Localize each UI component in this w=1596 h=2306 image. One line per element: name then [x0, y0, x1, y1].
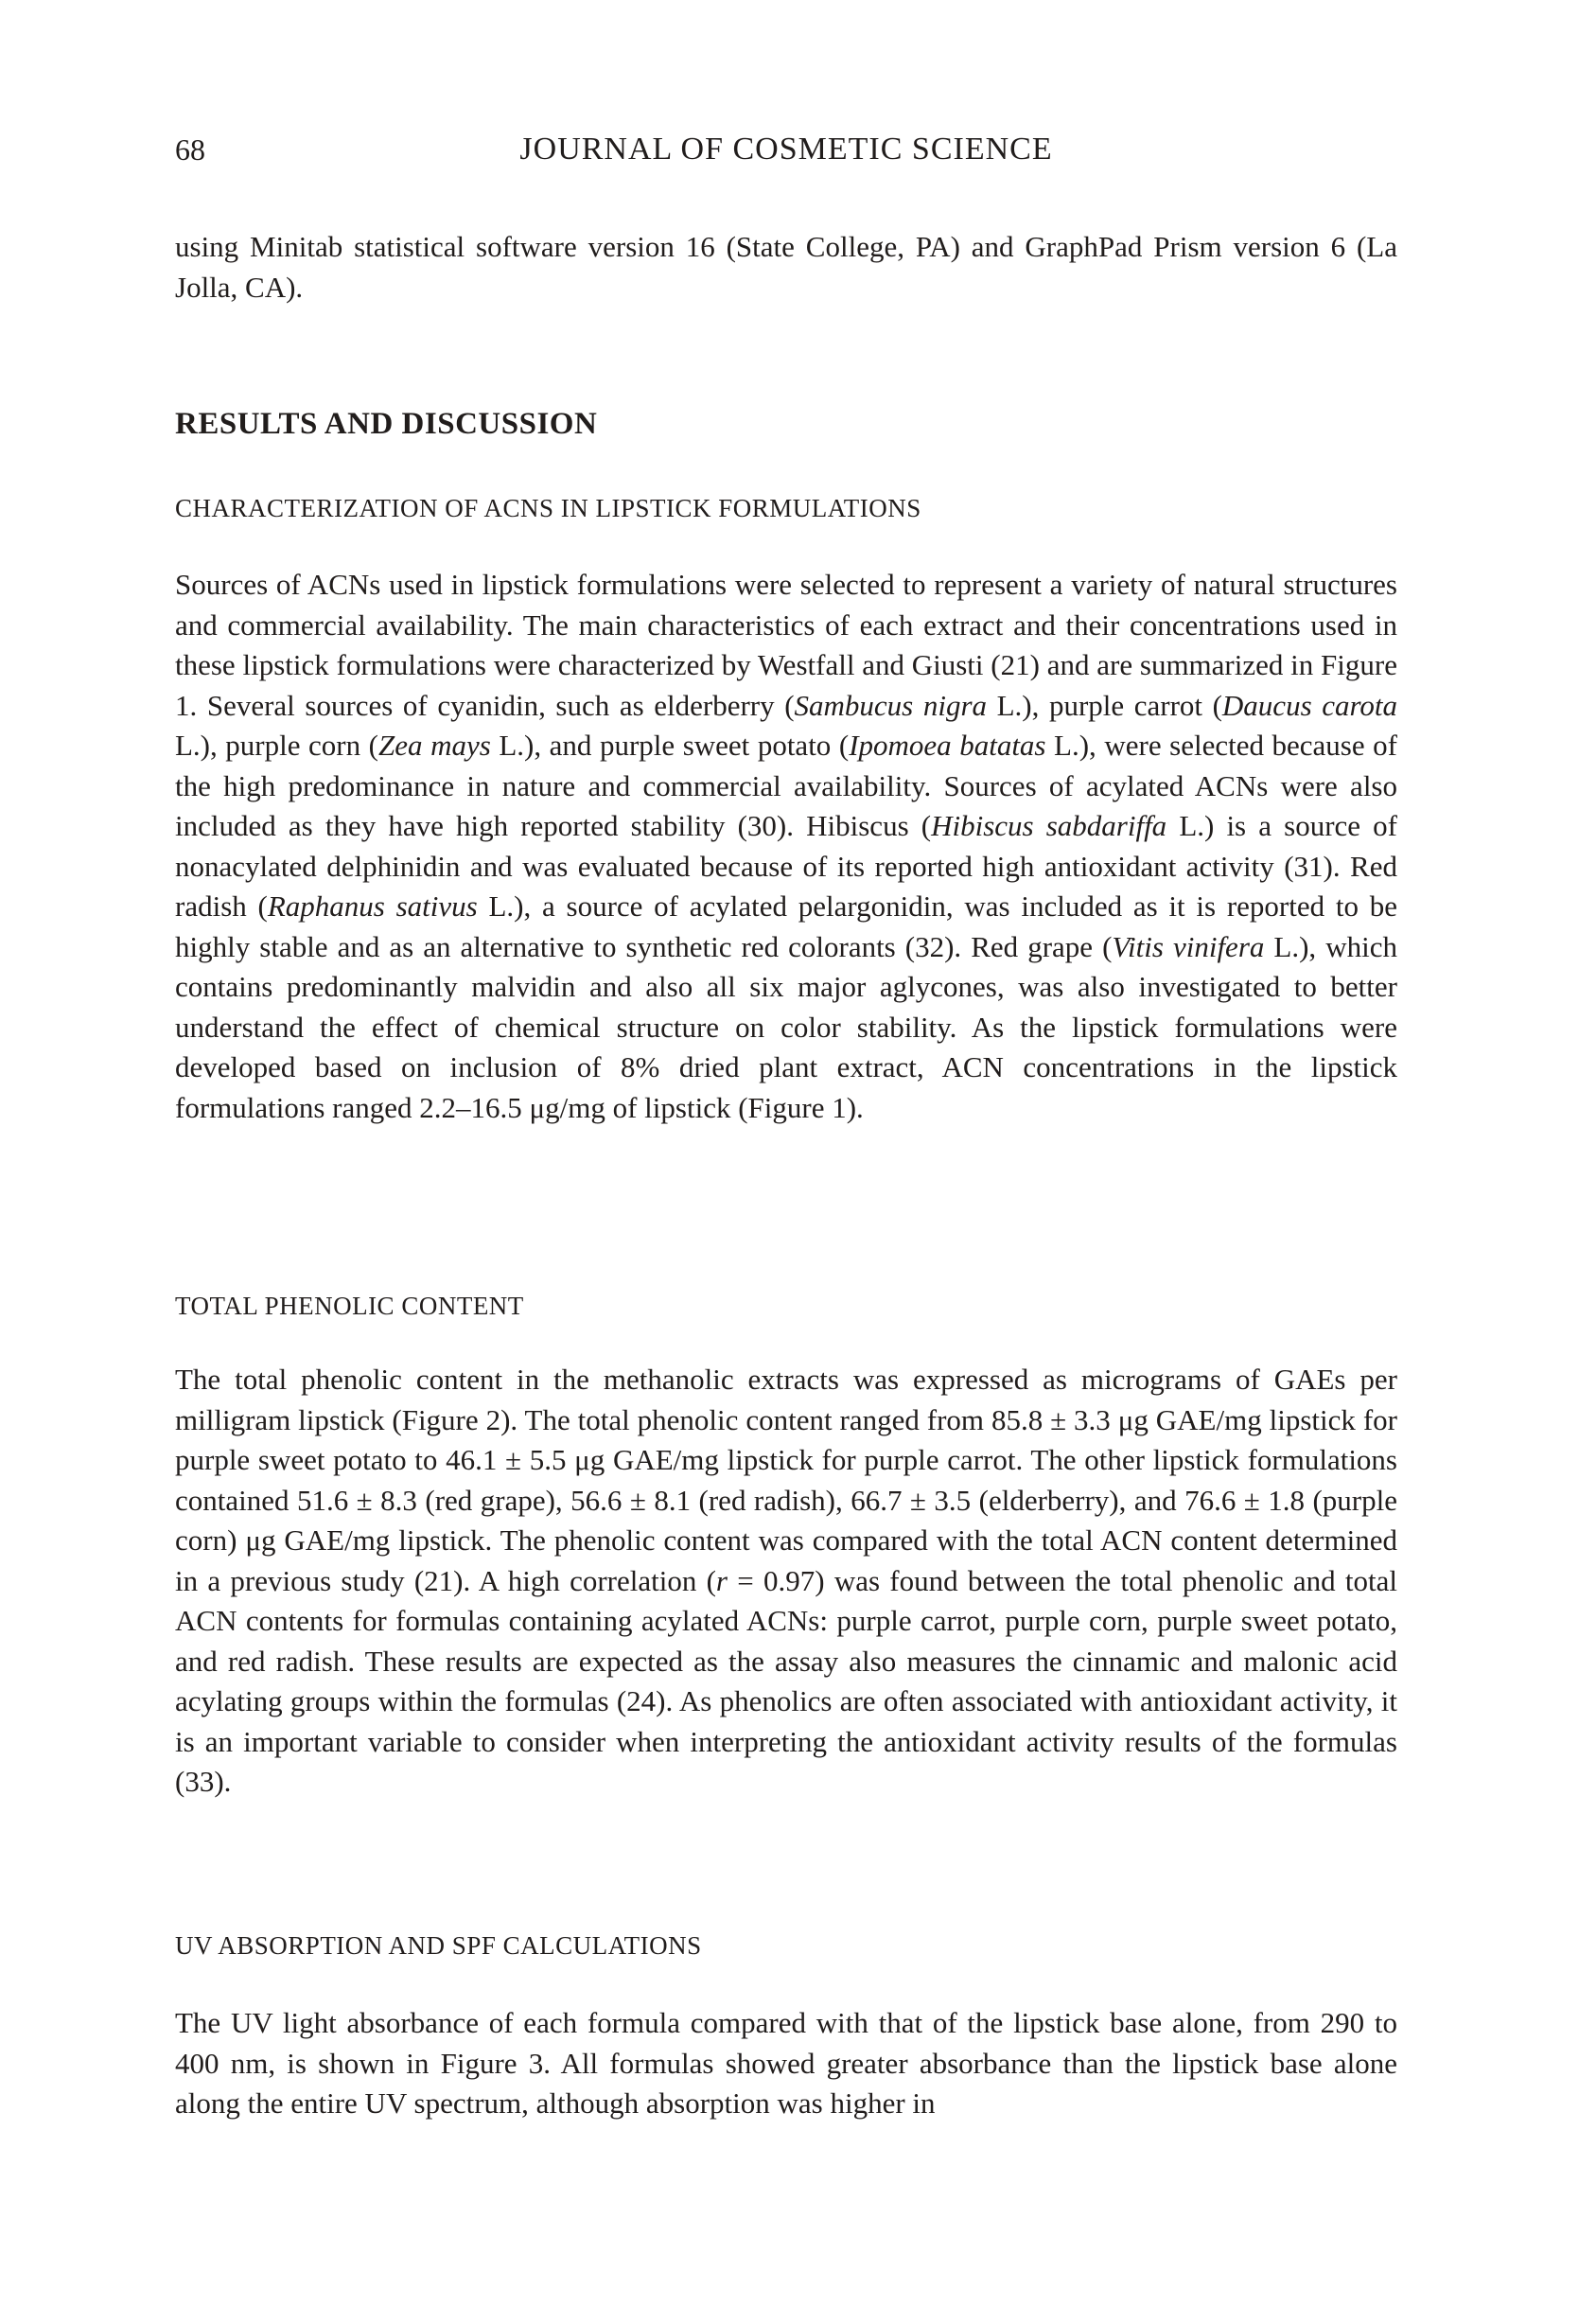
intro-paragraph: using Minitab statistical software version 16 (State College, PA) and GraphPad Prism version 6 (La Jolla, CA). [175, 230, 1397, 304]
journal-title: JOURNAL OF COSMETIC SCIENCE [519, 132, 1053, 167]
page-number: 68 [175, 132, 205, 167]
paragraph-uv-absorption-spf: The UV light absorbance of each formula compared with that of the lipstick base alone, from 290 to 400 nm, is shown in Figure 3. All formulas showed greater absorbance than the lipstick base alone along the entire UV spectrum, although absorption was higher in [175, 2006, 1397, 2120]
paragraph-characterization: Sources of ACNs used in lipstick formulations were selected to represent a variety of natural structures and commercial availability. The main characteristics of each extract and their concentrations used in these lipstick formulations were characterized by Westfall and Giusti (21) and are summarized in Figure 1. Several sources of cyanidin, such as elderberry (Sambucus nigra L.), purple carrot (Daucus carota L.), purple corn (Zea mays L.), and purple sweet potato (Ipomoea batatas L.), were selected because of the high predominance in nature and commercial availability. Sources of acylated ACNs were also included as they have high reported stability (30). Hibiscus (Hibiscus sabdariffa L.) is a source of nonacylated delphinidin and was evaluated because of its reported high antioxidant activity (31). Red radish (Raphanus sativus L.), a source of acylated pelargonidin, was included as it is reported to be highly stable and as an alternative to synthetic red colorants (32). Red grape (Vitis vinifera L.), which contains predominantly malvidin and also all six major aglycones, was also investigated to better understand the effect of chemical structure on color stability. As the lipstick formulations were developed based on inclusion of 8% dried plant extract, ACN concentrations in the lipstick formulations ranged 2.2–16.5 μg/mg of lipstick (Figure 1). [175, 568, 1398, 1124]
subsection-heading-uv-absorption-spf: UV ABSORPTION AND SPF CALCULATIONS [175, 1931, 702, 1960]
paragraph-total-phenolic-content: The total phenolic content in the methanolic extracts was expressed as micrograms of GAEs per milligram lipstick (Figure 2). The total phenolic content ranged from 85.8 ± 3.3 μg GAE/mg lipstick for purple sweet potato to 46.1 ± 5.5 μg GAE/mg lipstick for purple carrot. The other lipstick formulations contained 51.6 ± 8.3 (red grape), 56.6 ± 8.1 (red radish), 66.7 ± 3.5 (elderberry), and 76.6 ± 1.8 (purple corn) μg GAE/mg lipstick. The phenolic content was compared with the total ACN content determined in a previous study (21). A high correlation (r = 0.97) was found between the total phenolic and total ACN contents for formulas containing acylated ACNs: purple carrot, purple corn, purple sweet potato, and red radish. These results are expected as the assay also measures the cinnamic and malonic acid acylating groups within the formulas (24). As phenolics are often associated with antioxidant activity, it is an important variable to consider when interpreting the antioxidant activity results of the formulas (33). [175, 1363, 1397, 1798]
subsection-heading-characterization: CHARACTERIZATION OF ACNS IN LIPSTICK FORMULATIONS [175, 494, 921, 522]
running-head [175, 131, 1397, 172]
subsection-heading-total-phenolic-content: TOTAL PHENOLIC CONTENT [175, 1292, 524, 1320]
section-heading-results-and-discussion: RESULTS AND DISCUSSION [175, 407, 598, 441]
page-content [175, 0, 1397, 2306]
